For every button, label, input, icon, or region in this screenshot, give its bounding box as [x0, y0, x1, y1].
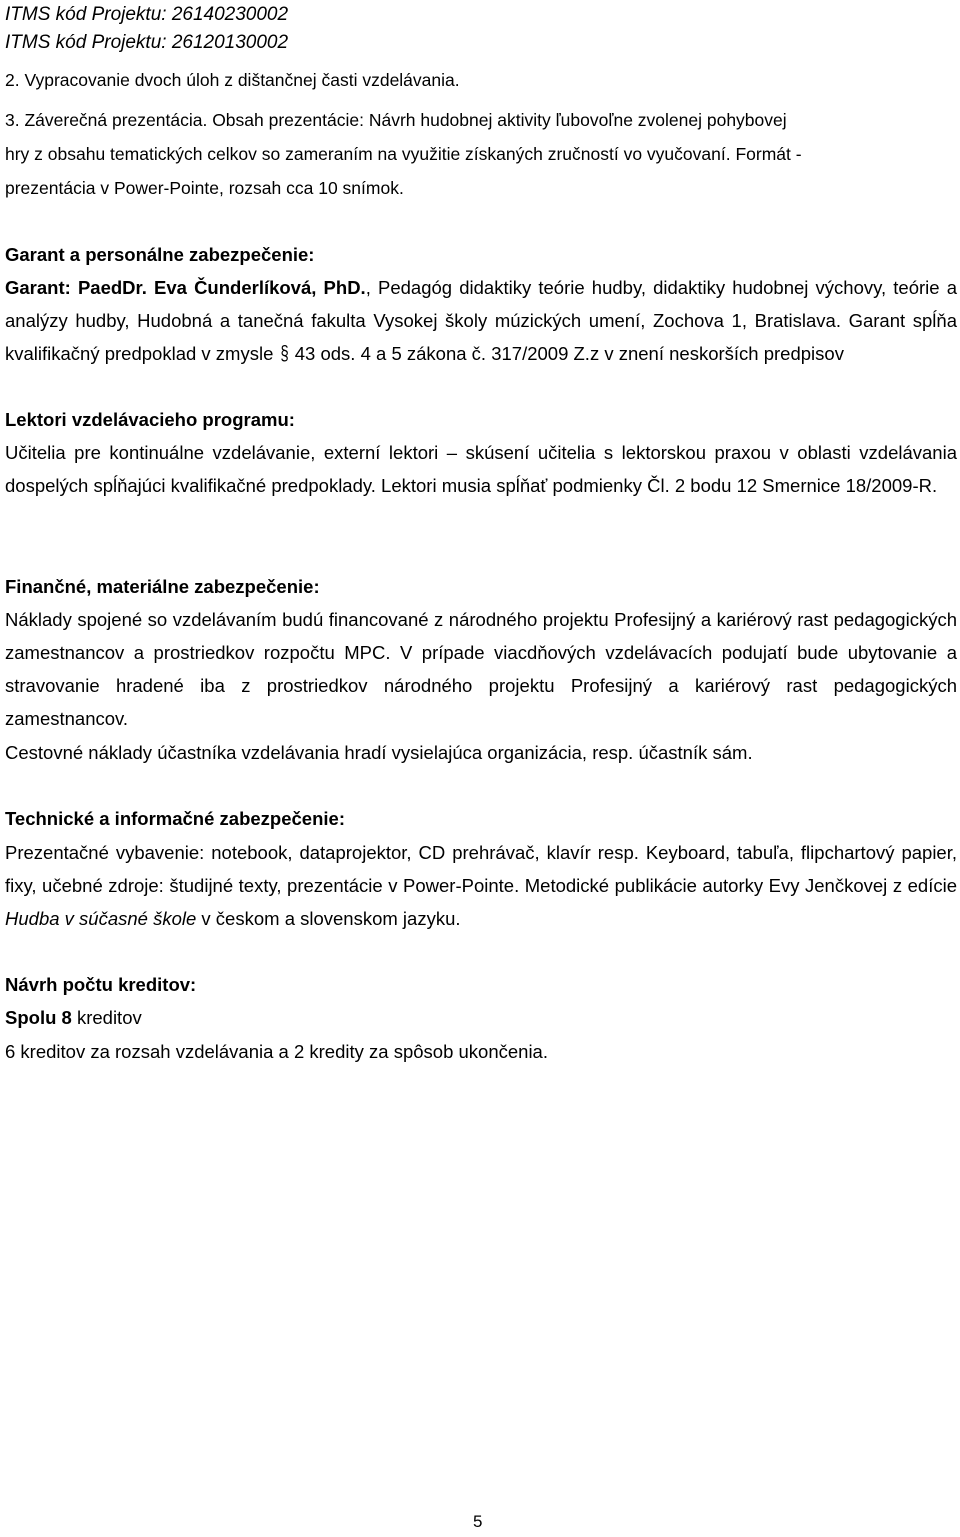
- list-item-3: [5, 103, 957, 205]
- garant-name: Garant: PaedDr. Eva Čunderlíková, PhD.: [5, 277, 366, 298]
- garant-heading: Garant a personálne zabezpečenie:: [5, 244, 315, 265]
- lektori-paragraph: Učitelia pre kontinuálne vzdelávanie, externí lektori – skúsení učitelia s lektorskou praxou v oblasti vzdelávania dospelých spĺňajúci kvalifikačné predpoklady. Lektori musia spĺňať podmienky Čl. 2 bodu 12 Smernice 18/2009-R.: [5, 442, 957, 496]
- technicke-text-end: v českom a slovenskom jazyku.: [196, 908, 461, 929]
- kredity-spolu-bold: Spolu 8: [5, 1007, 72, 1028]
- list-item-2: 2. Vypracovanie dvoch úloh z dištančnej časti vzdelávania.: [5, 70, 460, 90]
- page-number: 5: [473, 1512, 483, 1531]
- technicke-heading: Technické a informačné zabezpečenie:: [5, 808, 345, 829]
- list-item-3-line-a: 3. Záverečná prezentácia. Obsah prezentácie: Návrh hudobnej aktivity ľubovoľne zvolenej pohybovej: [5, 110, 787, 130]
- financne-heading: Finančné, materiálne zabezpečenie:: [5, 576, 320, 597]
- paragraph-sign: §: [279, 343, 289, 365]
- kredity-spolu: [5, 1001, 957, 1034]
- edition-title: Hudba v súčasné škole: [5, 908, 197, 929]
- garant-paragraph: [5, 271, 957, 371]
- financne-paragraph: Náklady spojené so vzdelávaním budú financované z národného projektu Profesijný a kariérový rast pedagogických zamestnancov a prostriedkov rozpočtu MPC. V prípade viacdňových vzdelávacích podujatí bude ubytovanie a stravovanie hradené iba z prostriedkov národného projektu Profesijný a kariérový rast pedagogických zamestnancov.: [5, 609, 957, 729]
- cestovne-paragraph: Cestovné náklady účastníka vzdelávania hradí vysielajúca organizácia, resp. účastník sám.: [5, 742, 753, 763]
- kredity-detail: 6 kreditov za rozsah vzdelávania a 2 kredity za spôsob ukončenia.: [5, 1041, 548, 1062]
- itms-code-line-1: ITMS kód Projektu: 26140230002: [5, 4, 289, 25]
- kredity-heading: Návrh počtu kreditov:: [5, 974, 197, 995]
- list-item-3-line-c: prezentácia v Power-Pointe, rozsah cca 10 snímok.: [5, 178, 404, 198]
- garant-text: , Pedagóg didaktiky teórie hudby, didaktiky hudobnej výchovy, teórie a analýzy hudby, Hudobná a tanečná fakulta Vysokej školy múzických umení, Zochova 1, Bratislava. Garant spĺňa kvalifikačný predpoklad v zmysle: [5, 277, 957, 364]
- garant-text-law: 43 ods. 4 a 5 zákona č. 317/2009 Z.z: [294, 343, 600, 364]
- garant-text-predpisy: v znení neskorších predpisov: [604, 343, 844, 364]
- technicke-text: Prezentačné vybavenie: notebook, dataprojektor, CD prehrávač, klavír resp. Keyboard, tabuľa, flipchartový papier, fixy, učebné zdroje: študijné texty, prezentácie v Power-Pointe. Metodické publikácie autorky Evy Jenčkovej z edície: [5, 842, 957, 896]
- technicke-paragraph: [5, 836, 957, 935]
- list-item-3-line-b: hry z obsahu tematických celkov so zameraním na využitie získaných zručností vo vyučovaní. Formát -: [5, 144, 802, 164]
- itms-code-line-2: ITMS kód Projektu: 26120130002: [5, 32, 289, 53]
- kredity-spolu-rest: kreditov: [71, 1007, 142, 1028]
- lektori-heading: Lektori vzdelávacieho programu:: [5, 409, 295, 430]
